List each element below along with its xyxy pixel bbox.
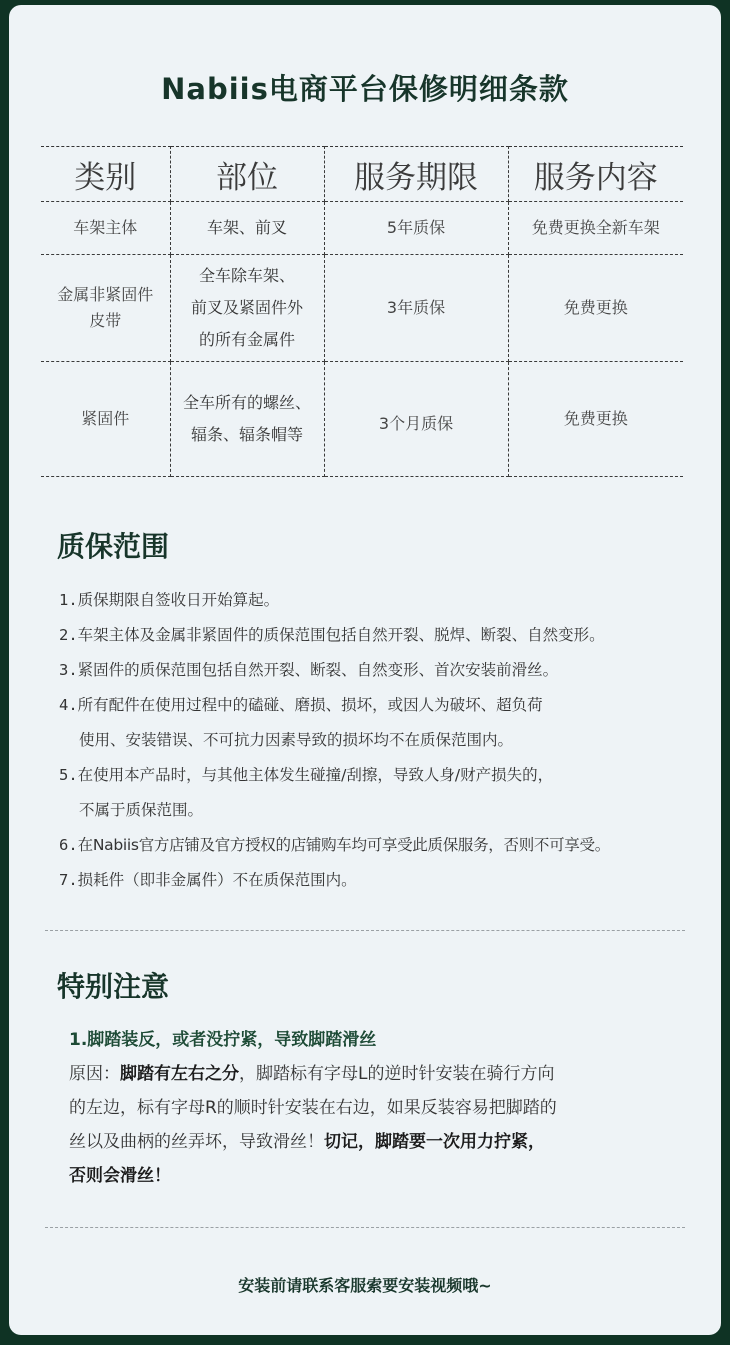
notice-body <box>69 1057 669 1193</box>
scope-heading: 质保范围 <box>57 530 170 563</box>
header-part: 部位 <box>170 147 324 202</box>
cell-text: 皮带 <box>89 311 122 330</box>
item-text: 质保期限自签收日开始算起。 <box>77 591 280 609</box>
item-number: 3. <box>59 661 78 679</box>
reason-label: 原因： <box>69 1064 120 1084</box>
item-number: 5. <box>59 766 78 784</box>
item-text: 损耗件（即非金属件）不在质保范围内。 <box>77 871 357 889</box>
table-row <box>41 255 683 362</box>
cell-term: 3个月质保 <box>324 362 508 477</box>
reason-emphasis: 否则会滑丝！ <box>69 1166 171 1186</box>
list-item-continuation: 使用、安装错误、不可抗力因素导致的损坏均不在质保范围内。 <box>79 731 514 749</box>
cell-category <box>41 255 170 362</box>
reason-text: ，脚踏标有字母L的逆时针安装在骑行方向 <box>239 1064 555 1084</box>
warranty-table <box>41 146 683 477</box>
table-row <box>41 202 683 255</box>
cell-category <box>41 202 170 255</box>
cell-text: 全车除车架、 <box>198 266 295 285</box>
divider <box>45 930 685 931</box>
list-item <box>59 653 709 688</box>
cell-text: 辐条、辐条帽等 <box>190 425 303 444</box>
list-item <box>59 618 709 653</box>
scope-list <box>59 583 709 898</box>
footer-note: 安装前请联系客服索要安装视频哦~ <box>238 1276 492 1295</box>
reason-emphasis: 切记，脚踏要一次用力拧紧， <box>324 1132 545 1152</box>
item-number: 1. <box>59 591 78 609</box>
page-title: Nabiis电商平台保修明细条款 <box>161 72 569 106</box>
warranty-card <box>9 5 721 1335</box>
reason-text: 丝以及曲柄的丝弄坏，导致滑丝！ <box>69 1132 324 1152</box>
list-item <box>59 758 709 793</box>
table-row <box>41 362 683 477</box>
header-service: 服务内容 <box>508 147 683 202</box>
item-text: 车架主体及金属非紧固件的质保范围包括自然开裂、脱焊、断裂、自然变形。 <box>77 626 605 644</box>
notice-headline: 1.脚踏装反，或者没拧紧，导致脚踏滑丝 <box>69 1030 377 1050</box>
cell-text: 车架主体 <box>73 218 138 237</box>
cell-text: 金属非紧固件 <box>57 285 154 304</box>
cell-text: 前叉及紧固件外 <box>190 298 303 317</box>
list-item <box>59 583 709 618</box>
cell-category <box>41 362 170 477</box>
cell-text: 紧固件 <box>81 409 130 428</box>
notice-block <box>69 1023 669 1193</box>
header-term: 服务期限 <box>324 147 508 202</box>
item-number: 6. <box>59 836 78 854</box>
cell-term: 5年质保 <box>324 202 508 255</box>
item-number: 2. <box>59 626 78 644</box>
cell-term: 3年质保 <box>324 255 508 362</box>
reason-emphasis: 脚踏有左右之分 <box>120 1064 239 1084</box>
item-number: 4. <box>59 696 78 714</box>
cell-text: 的所有金属件 <box>198 330 295 349</box>
cell-service: 免费更换 <box>508 362 683 477</box>
cell-part <box>170 362 324 477</box>
cell-part <box>170 202 324 255</box>
cell-service: 免费更换 <box>508 255 683 362</box>
header-category: 类别 <box>41 147 170 202</box>
list-item-continuation: 不属于质保范围。 <box>79 801 204 819</box>
item-text: 在Nabiis官方店铺及官方授权的店铺购车均可享受此质保服务，否则不可享受。 <box>77 836 610 854</box>
reason-text: 的左边，标有字母R的顺时针安装在右边，如果反装容易把脚踏的 <box>69 1098 557 1118</box>
cell-part <box>170 255 324 362</box>
item-number: 7. <box>59 871 78 889</box>
list-item <box>59 863 709 898</box>
cell-text: 车架、前叉 <box>206 218 287 237</box>
cell-text: 全车所有的螺丝、 <box>182 393 311 412</box>
list-item <box>59 828 709 863</box>
notice-heading: 特别注意 <box>57 970 170 1003</box>
cell-service: 免费更换全新车架 <box>508 202 683 255</box>
item-text: 所有配件在使用过程中的磕碰、磨损、损坏，或因人为破坏、超负荷 <box>77 696 543 714</box>
table-header-row <box>41 147 683 202</box>
item-text: 紧固件的质保范围包括自然开裂、断裂、自然变形、首次安装前滑丝。 <box>77 661 559 679</box>
list-item <box>59 688 709 723</box>
divider <box>45 1227 685 1228</box>
item-text: 在使用本产品时，与其他主体发生碰撞/刮擦，导致人身/财产损失的， <box>77 766 554 784</box>
